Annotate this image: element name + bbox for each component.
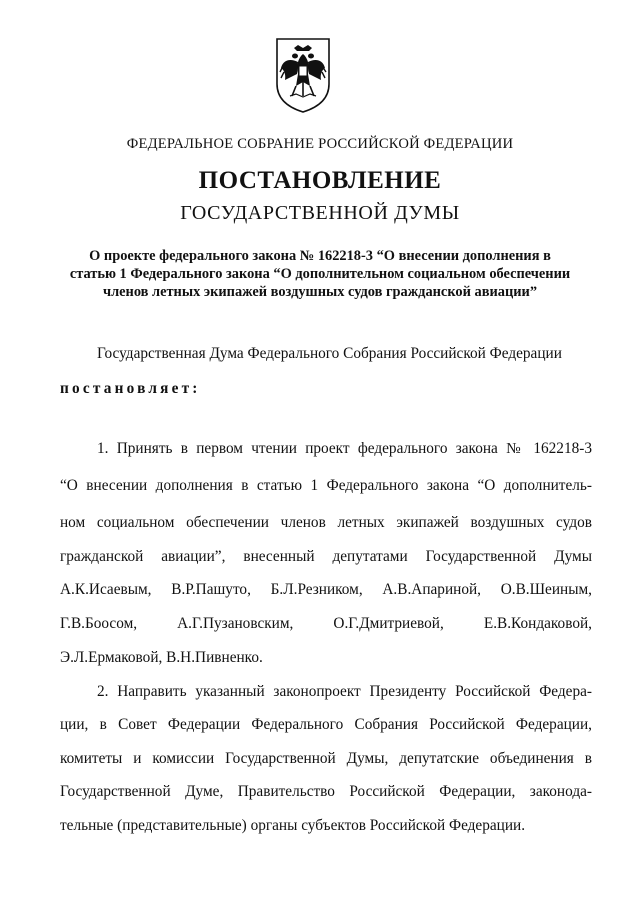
paragraph-1-line: Э.Л.Ермаковой, В.Н.Пивненко.: [60, 649, 263, 666]
resolution-subject: [60, 247, 580, 301]
paragraph-1-line: ном социальном обеспечении членов летных экипажей воздушных судов: [60, 514, 592, 531]
paragraph-1-line: А.К.Исаевым, В.Р.Пашуто, Б.Л.Резником, А.В.Апариной, О.В.Шеиным,: [60, 581, 592, 598]
paragraph-2-line: 2. Направить указанный законопроект Президенту Российской Федера-: [97, 683, 592, 700]
issuing-body: ГОСУДАРСТВЕННОЙ ДУМЫ: [180, 202, 460, 224]
subject-line: О проекте федерального закона № 162218-3 “О внесении дополнения в: [89, 248, 551, 264]
coat-of-arms-icon: [274, 36, 332, 114]
paragraph-2-line: комитеты и комиссии Государственной Думы, депутатские объединения в: [60, 750, 592, 767]
subject-line: членов летных экипажей воздушных судов гражданской авиации”: [102, 284, 538, 300]
paragraph-2-line: тельные (представительные) органы субъектов Российской Федерации.: [60, 817, 526, 834]
paragraph-2-line: ции, в Совет Федерации Федерального Собрания Российской Федерации,: [60, 716, 592, 733]
paragraph-1-line: гражданской авиации”, внесенный депутатами Государственной Думы: [60, 548, 592, 565]
paragraph-1-line: 1. Принять в первом чтении проект федерального закона № 162218-3: [97, 440, 592, 457]
paragraph-1-line: Г.В.Боосом, А.Г.Пузановским, О.Г.Дмитриевой, Е.В.Кондаковой,: [60, 615, 592, 632]
subject-line: статью 1 Федерального закона “О дополнительном социальном обеспечении: [69, 266, 571, 282]
preamble-text: Государственная Дума Федерального Собрания Российской Федерации: [97, 345, 562, 362]
decision-word: постановляет:: [60, 380, 201, 397]
paragraph-1-line: “О внесении дополнения в статью 1 Федерального закона “О дополнитель-: [60, 477, 592, 494]
parliament-name: ФЕДЕРАЛЬНОЕ СОБРАНИЕ РОССИЙСКОЙ ФЕДЕРАЦИИ: [126, 136, 514, 152]
paragraph-2-line: Государственной Думе, Правительство Российской Федерации, законода-: [60, 783, 592, 800]
document-type: ПОСТАНОВЛЕНИЕ: [198, 167, 442, 194]
